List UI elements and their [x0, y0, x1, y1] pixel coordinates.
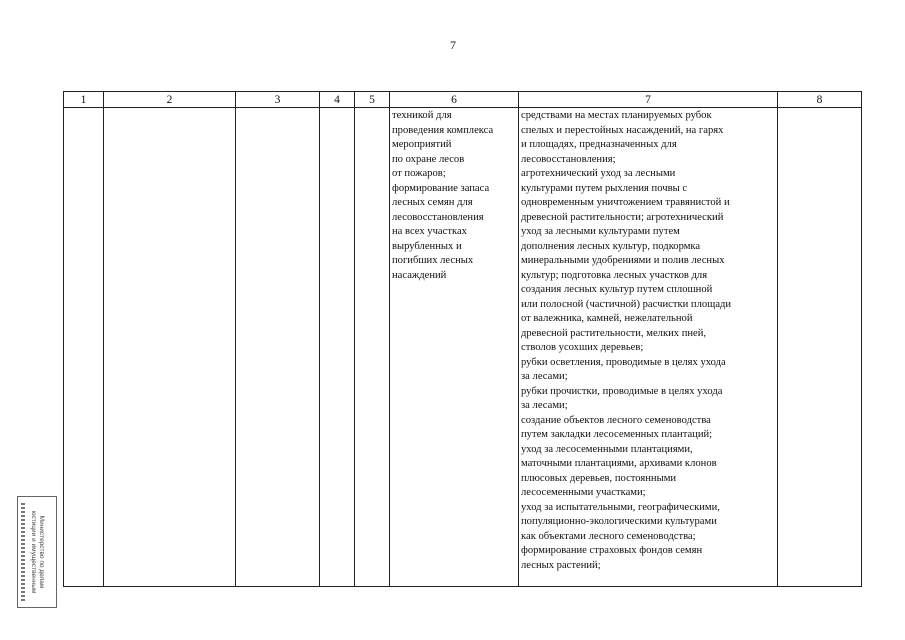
- text-line: маточными плантациями, архивами клонов: [521, 458, 717, 469]
- text-line: и площадях, предназначенных для: [521, 139, 677, 150]
- cell-col-6-text: [390, 108, 518, 283]
- text-line: стволов усохших деревьев;: [521, 342, 644, 353]
- cell-col-1: [64, 108, 104, 587]
- stamp-barcode-icon: [21, 503, 25, 601]
- cell-col-7: [519, 108, 778, 587]
- text-line: или полосной (частичной) расчистки площади: [521, 298, 732, 310]
- text-line: агротехнический уход за лесными: [521, 168, 676, 179]
- text-line: лесосеменными участками;: [521, 487, 646, 498]
- text-line: как объектами лесного семеноводства;: [521, 530, 696, 542]
- text-line: рубки прочистки, проводимые в целях ухода: [521, 385, 723, 397]
- text-line: культурами путем рыхления почвы с: [521, 182, 688, 194]
- text-line: рубки осветления, проводимые в целях ухода: [521, 356, 726, 368]
- registration-stamp: [17, 496, 57, 608]
- column-header-2: 2: [104, 92, 236, 108]
- stamp-line-2: юстиции и имущественным: [30, 510, 37, 594]
- text-line: проведения комплекса: [392, 124, 494, 136]
- cell-col-6: [390, 108, 519, 587]
- text-line: одновременным уничтожением травянистой и: [521, 197, 730, 208]
- column-header-4: 4: [320, 92, 355, 108]
- text-line: лесовосстановления: [392, 211, 484, 223]
- text-line: дополнения лесных культур, подкормка: [521, 240, 701, 252]
- text-line: от пожаров;: [392, 168, 446, 179]
- text-line: лесных семян для: [392, 197, 473, 208]
- text-line: древесной растительности, мелких пней,: [521, 327, 707, 339]
- cell-col-8: [778, 108, 862, 587]
- cell-col-4: [320, 108, 355, 587]
- cell-col-5: [355, 108, 390, 587]
- text-line: вырубленных и: [392, 240, 462, 252]
- text-line: формирование запаса: [392, 182, 490, 194]
- column-header-8: 8: [778, 92, 862, 108]
- text-line: древесной растительности; агротехнический: [521, 211, 724, 223]
- text-line: создания лесных культур путем сплошной: [521, 284, 713, 295]
- text-line: популяционно-экологическими культурами: [521, 516, 717, 527]
- text-line: плюсовых деревьев, постоянными: [521, 472, 677, 484]
- cell-col-2: [104, 108, 236, 587]
- text-line: уход за лесосеменными плантациями,: [521, 443, 693, 455]
- text-line: на всех участках: [392, 226, 467, 237]
- text-line: лесных растений;: [521, 559, 601, 571]
- column-header-3: 3: [236, 92, 320, 108]
- page-number: 7: [450, 38, 456, 52]
- text-line: от валежника, камней, нежелательной: [521, 313, 693, 324]
- text-line: за лесами;: [521, 371, 568, 382]
- text-line: уход за лесными культурами путем: [521, 226, 680, 237]
- text-line: путем закладки лесосеменных плантаций;: [521, 429, 713, 440]
- cell-col-3: [236, 108, 320, 587]
- text-line: формирование страховых фондов семян: [521, 545, 703, 556]
- text-line: минеральными удобрениями и полив лесных: [521, 255, 725, 266]
- text-line: спелых и перестойных насаждений, на гарях: [521, 124, 724, 136]
- text-line: создание объектов лесного семеноводства: [521, 414, 711, 426]
- text-line: насаждений: [392, 269, 447, 281]
- text-line: погибших лесных: [392, 255, 474, 266]
- text-line: средствами на местах планируемых рубок: [521, 110, 712, 121]
- column-header-6: 6: [390, 92, 519, 108]
- text-line: за лесами;: [521, 400, 568, 411]
- table-row: [64, 108, 862, 587]
- cell-col-7-text: [519, 108, 777, 573]
- column-header-5: 5: [355, 92, 390, 108]
- text-line: уход за испытательными, географическими,: [521, 501, 720, 513]
- text-line: лесовосстановления;: [521, 153, 616, 165]
- text-line: техникой для: [392, 110, 452, 121]
- stamp-text: [29, 497, 45, 607]
- stamp-line-1: Министерство по делам: [38, 515, 45, 589]
- column-header-1: 1: [64, 92, 104, 108]
- text-line: по охране лесов: [392, 153, 465, 165]
- column-header-7: 7: [519, 92, 778, 108]
- text-line: мероприятий: [392, 139, 452, 150]
- text-line: культур; подготовка лесных участков для: [521, 269, 708, 281]
- table-header-row: [64, 92, 862, 108]
- document-table: [63, 91, 862, 587]
